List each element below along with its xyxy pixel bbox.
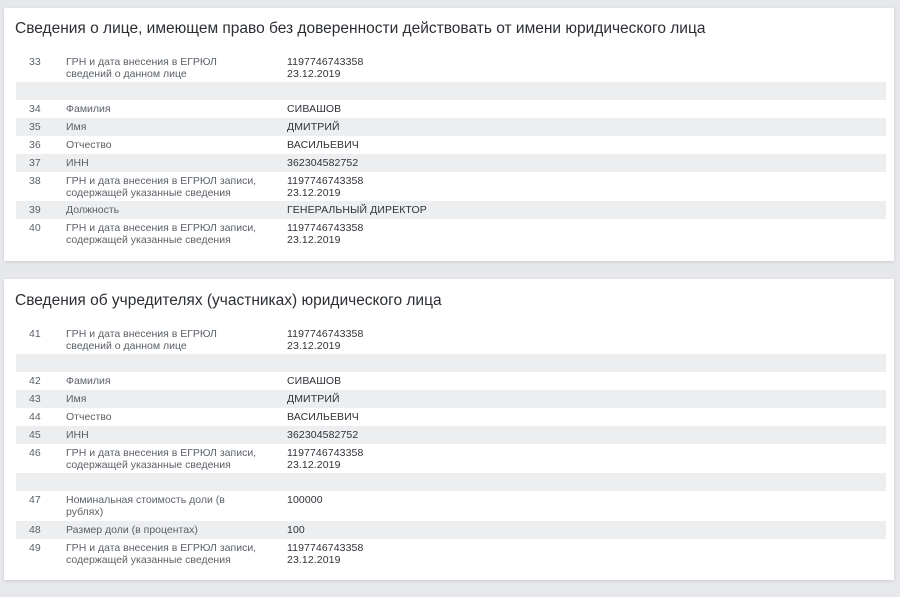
row-label: ГРН и дата внесения в ЕГРЮЛ сведений о данном лице (66, 328, 217, 352)
row-label: Должность (66, 204, 120, 216)
row-value: 1197746743358 23.12.2019 (287, 56, 364, 80)
row-number: 46 (29, 447, 41, 459)
row-label: ГРН и дата внесения в ЕГРЮЛ записи, содержащей указанные сведения (66, 222, 257, 246)
row-label: Имя (66, 393, 87, 405)
table-row (16, 444, 886, 473)
row-label: Фамилия (66, 103, 111, 115)
row-number: 44 (29, 411, 41, 423)
row-number: 36 (29, 139, 41, 151)
table-row (16, 172, 886, 201)
row-value: 100000 (287, 494, 323, 506)
row-label: ИНН (66, 157, 89, 169)
row-number: 33 (29, 56, 41, 68)
row-number: 42 (29, 375, 41, 387)
row-value: 1197746743358 23.12.2019 (287, 542, 364, 566)
row-number: 34 (29, 103, 41, 115)
table-divider-row (16, 473, 886, 491)
row-value: ДМИТРИЙ (287, 393, 340, 405)
row-label: ГРН и дата внесения в ЕГРЮЛ записи, содержащей указанные сведения (66, 175, 257, 199)
row-number: 49 (29, 542, 41, 554)
table-row (16, 372, 886, 390)
row-value: 362304582752 (287, 429, 359, 441)
row-number: 41 (29, 328, 41, 340)
row-number: 35 (29, 121, 41, 133)
row-label: Номинальная стоимость доли (в рублях) (66, 494, 225, 518)
row-label: Имя (66, 121, 87, 133)
table-row (16, 100, 886, 118)
table-row (16, 426, 886, 444)
row-value: СИВАШОВ (287, 375, 342, 387)
table-divider-row (16, 82, 886, 100)
row-label: Отчество (66, 411, 112, 423)
row-number: 45 (29, 429, 41, 441)
row-label: ГРН и дата внесения в ЕГРЮЛ сведений о данном лице (66, 56, 217, 80)
row-number: 40 (29, 222, 41, 234)
table-row (16, 118, 886, 136)
founders-info-card (4, 279, 894, 580)
row-label: ГРН и дата внесения в ЕГРЮЛ записи, содержащей указанные сведения (66, 447, 257, 471)
table-row (16, 219, 886, 248)
table-row (16, 154, 886, 172)
row-value: 362304582752 (287, 157, 359, 169)
row-value: 1197746743358 23.12.2019 (287, 328, 364, 352)
info-table (16, 53, 886, 248)
table-row (16, 521, 886, 539)
table-divider-row (16, 354, 886, 372)
row-value: ВАСИЛЬЕВИЧ (287, 139, 359, 151)
table-row (16, 491, 886, 521)
table-row (16, 136, 886, 154)
row-value: ГЕНЕРАЛЬНЫЙ ДИРЕКТОР (287, 204, 427, 216)
row-label: Фамилия (66, 375, 111, 387)
row-value: 1197746743358 23.12.2019 (287, 175, 364, 199)
row-label: ГРН и дата внесения в ЕГРЮЛ записи, содержащей указанные сведения (66, 542, 257, 566)
table-row (16, 408, 886, 426)
row-number: 47 (29, 494, 41, 506)
row-value: ДМИТРИЙ (287, 121, 340, 133)
row-value: 100 (287, 524, 305, 536)
row-label: Размер доли (в процентах) (66, 524, 198, 536)
row-value: 1197746743358 23.12.2019 (287, 222, 364, 246)
section-title: Сведения об учредителях (участниках) юридического лица (15, 292, 442, 309)
row-number: 43 (29, 393, 41, 405)
row-value: СИВАШОВ (287, 103, 342, 115)
row-number: 48 (29, 524, 41, 536)
section-title: Сведения о лице, имеющем право без доверенности действовать от имени юридического лица (15, 20, 706, 37)
row-value: ВАСИЛЬЕВИЧ (287, 411, 359, 423)
table-row (16, 539, 886, 568)
table-row (16, 325, 886, 354)
table-row (16, 201, 886, 219)
table-row (16, 390, 886, 408)
row-value: 1197746743358 23.12.2019 (287, 447, 364, 471)
executive-info-card (4, 8, 894, 261)
row-number: 38 (29, 175, 41, 187)
table-row (16, 53, 886, 82)
row-label: Отчество (66, 139, 112, 151)
info-table (16, 325, 886, 568)
row-number: 39 (29, 204, 41, 216)
row-number: 37 (29, 157, 41, 169)
row-label: ИНН (66, 429, 89, 441)
